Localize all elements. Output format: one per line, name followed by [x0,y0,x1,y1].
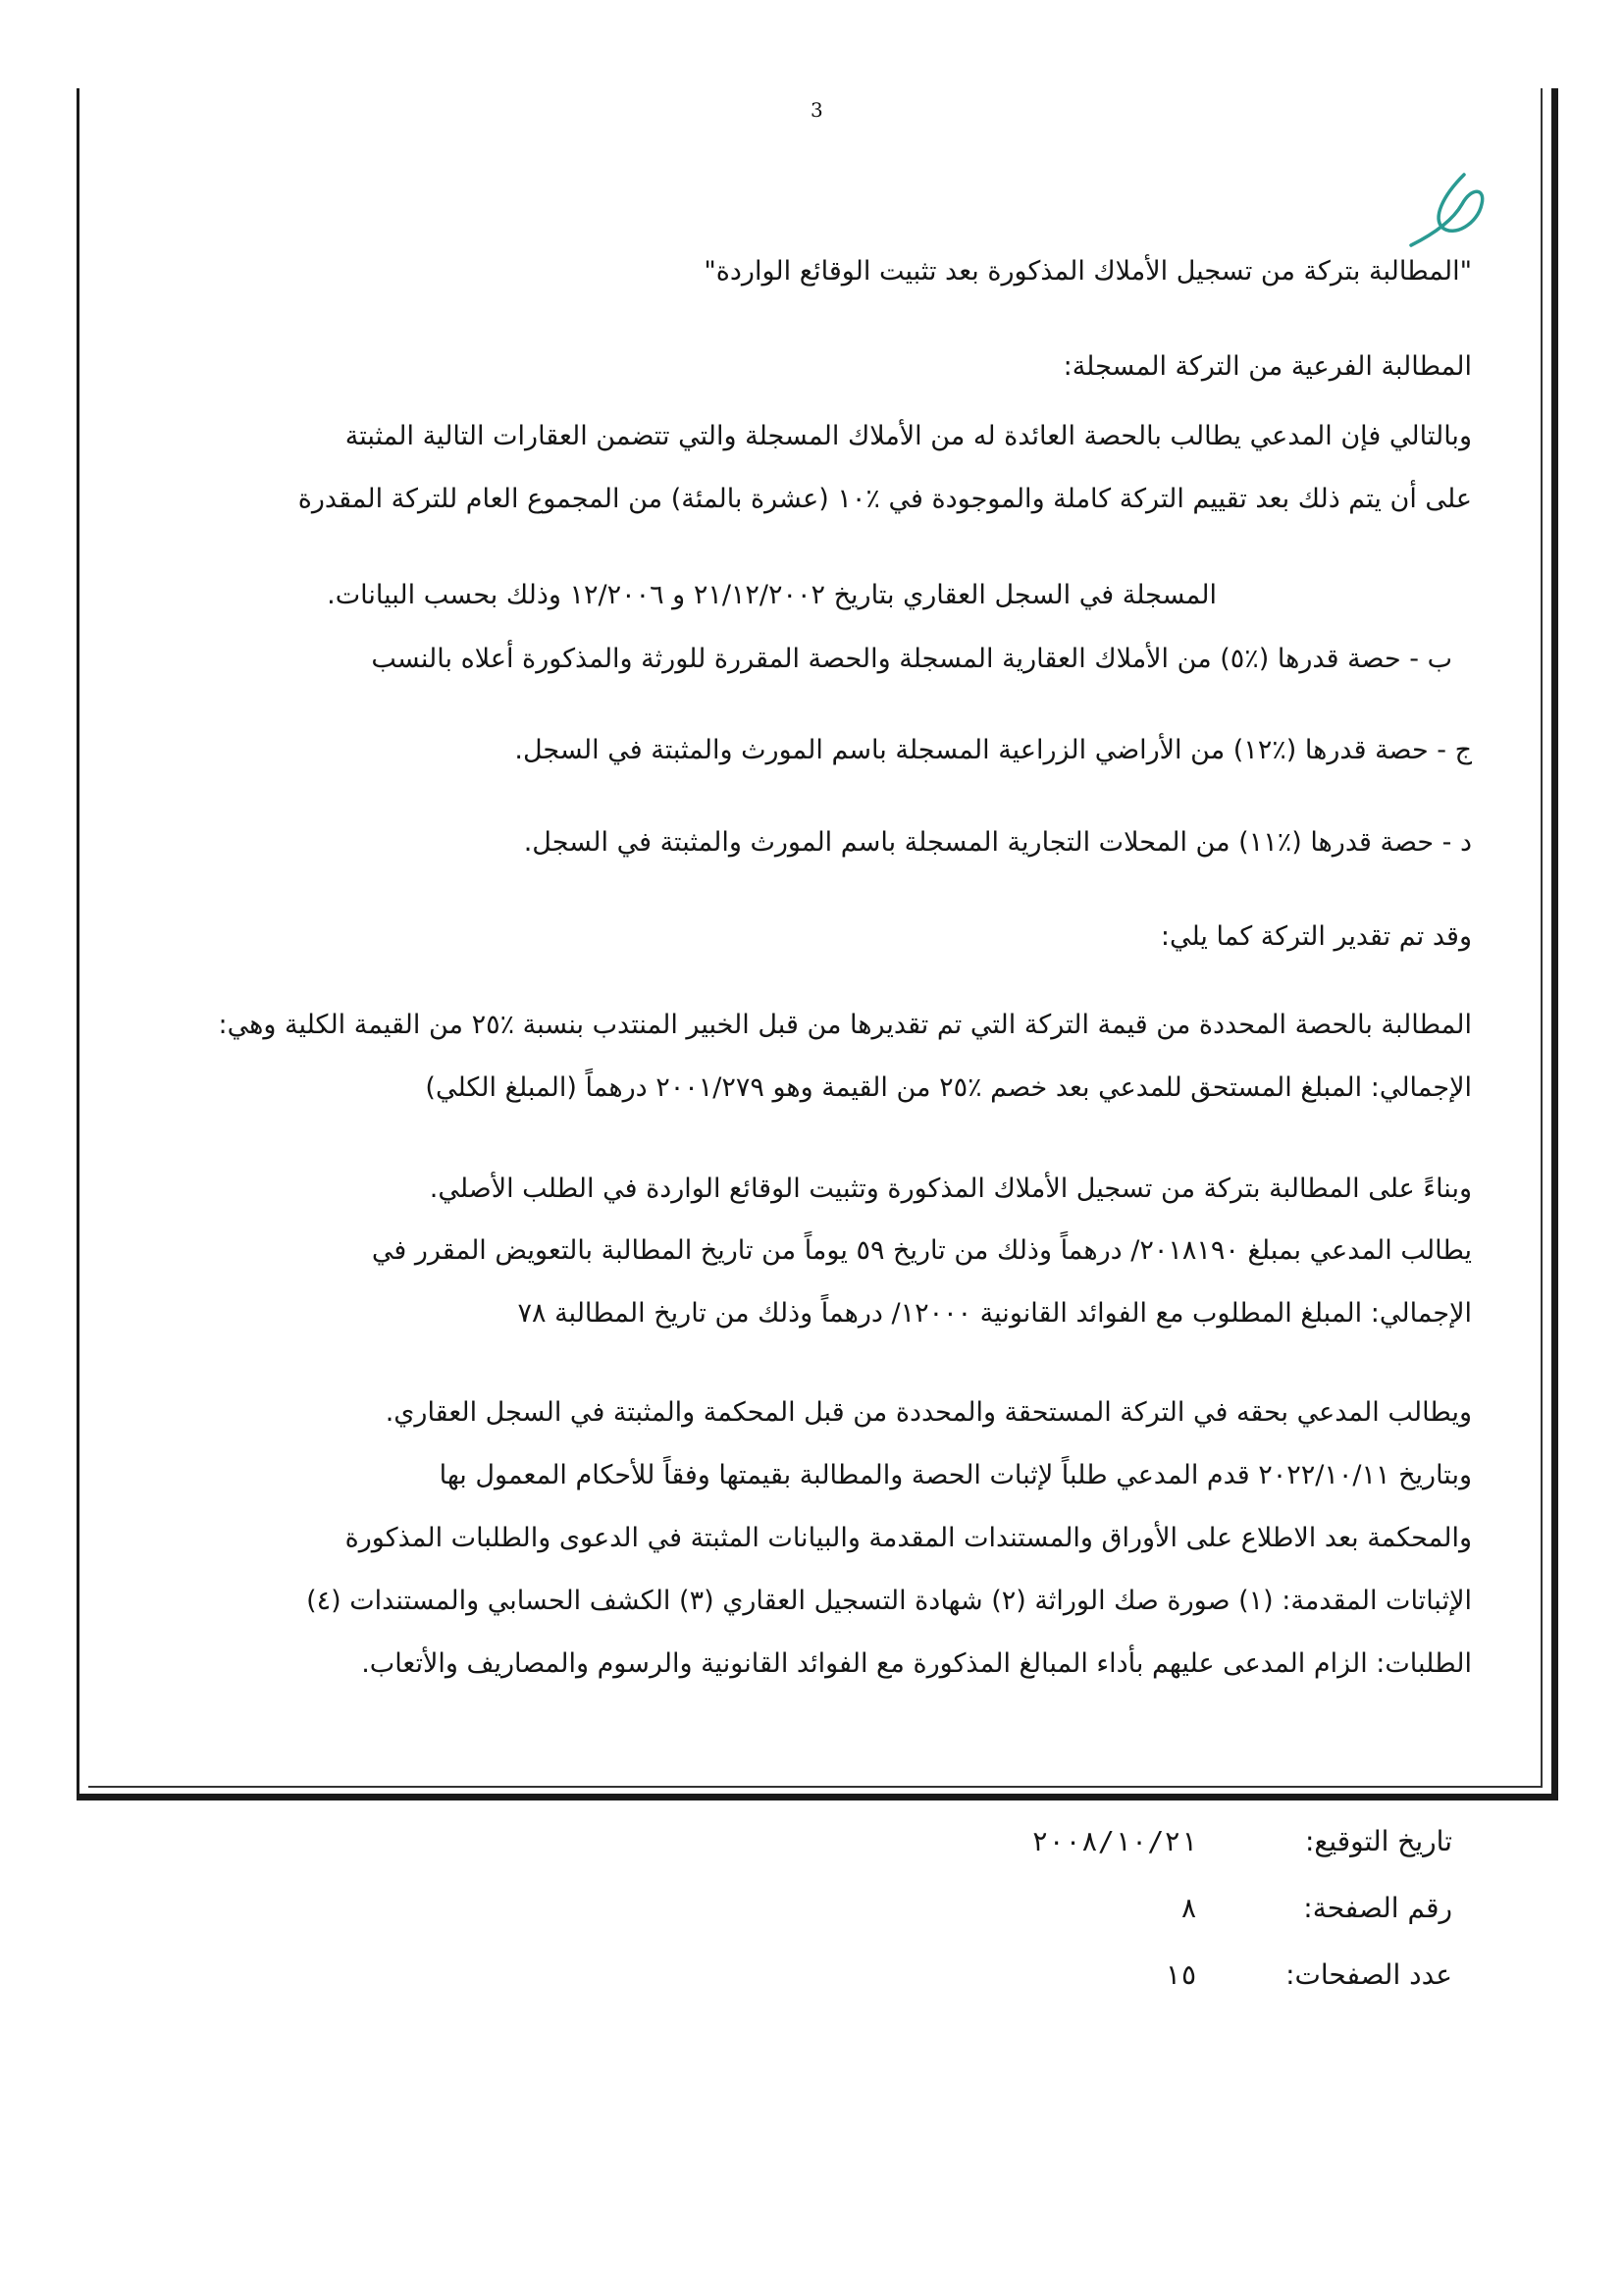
body-line: ﺍﻹﺟﻤﺎﻟﻲ: ﺍﻟﻤﺒﻠﻎ ﺍﻟﻤﻄﻠﻮﺏ ﻣﻊ ﺍﻟﻔﻮﺍﺋﺪ ﺍﻟﻘﺎﻧﻮﻧﻴﺔ ١٢٠٠٠/ ﺩﺭﻫﻤﺎً ﻭﺫﻟﻚ ﻣﻦ ﺗﺎﺭﻳﺦ ﺍﻟﻤﻄﺎﻟﺒﺔ ٧٨ [517,1298,1472,1329]
document-body [157,250,1472,1722]
list-item: ﺝ - ﺣﺼﺔ ﻗﺪﺭﻫﺎ (٪١٢) ﻣﻦ ﺍﻷﺭﺍﺿﻲ ﺍﻟﺰﺭﺍﻋﻴﺔ ﺍﻟﻤﺴﺠﻠﺔ ﺑﺎﺳﻢ ﺍﻟﻤﻮﺭﺙ ﻭﺍﻟﻤﺜﺒﺘﺔ ﻓﻲ ﺍﻟﺴﺠﻞ. [514,735,1472,765]
body-line: ﺍﻟﻤﻄﺎﻟﺒﺔ ﺑﺎﻟﺤﺼﺔ ﺍﻟﻤﺤﺪﺩﺓ ﻣﻦ ﻗﻴﻤﺔ ﺍﻟﺘﺮﻛﺔ ﺍﻟﺘﻲ ﺗﻢ ﺗﻘﺪﻳﺮﻫﺎ ﻣﻦ ﻗﺒﻞ ﺍﻟﺨﺒﻴﺮ ﺍﻟﻤﻨﺘﺪﺏ ﺑﻨﺴﺒﺔ ٪٢٥ ﻣﻦ ﺍﻟﻘﻴﻤﺔ ﺍﻟﻜﻠﻴﺔ ﻭﻫﻲ: [218,1010,1472,1040]
section-heading: ﻭﻗﺪ ﺗﻢ ﺗﻘﺪﻳﺮ ﺍﻟﺘﺮﻛﺔ ﻛﻤﺎ ﻳﻠﻲ: [1160,921,1472,952]
footer-page-row [1060,1892,1452,1951]
body-line: ﻭﺑﺘﺎﺭﻳﺦ ٢٠٢٢/١٠/١١ ﻗﺪﻡ ﺍﻟﻤﺪﻋﻲ ﻃﻠﺒﺎً ﻹﺛﺒﺎﺕ ﺍﻟﺤﺼﺔ ﻭﺍﻟﻤﻄﺎﻟﺒﺔ ﺑﻘﻴﻤﺘﻬﺎ ﻭﻓﻘﺎً ﻟﻸﺣﻜﺎﻡ ﺍﻟﻤﻌﻤﻮﻝ ﺑﻬﺎ [439,1460,1472,1490]
body-line: ﺍﻹﺛﺒﺎﺗﺎﺕ ﺍﻟﻤﻘﺪﻣﺔ: (١) ﺻﻮﺭﺓ ﺻﻚ ﺍﻟﻮﺭﺍﺛﺔ (٢) ﺷﻬﺎﺩﺓ ﺍﻟﺘﺴﺠﻴﻞ ﺍﻟﻌﻘﺎﺭﻱ (٣) ﺍﻟﻜﺸﻒ ﺍﻟﺤﺴﺎﺑﻲ ﻭﺍﻟﻤﺴﺘﻨﺪﺍﺕ (٤) [306,1586,1472,1616]
body-line: ﻋﻠﻰ ﺃﻥ ﻳﺘﻢ ﺫﻟﻚ ﺑﻌﺪ ﺗﻘﻴﻴﻢ ﺍﻟﺘﺮﻛﺔ ﻛﺎﻣﻠﺔ ﻭﺍﻟﻤﻮﺟﻮﺩﺓ ﻓﻲ ٪١٠ (ﻋﺸﺮﺓ ﺑﺎﻟﻤﺌﺔ) ﻣﻦ ﺍﻟﻤﺠﻤﻮﻉ ﺍﻟﻌﺎﻡ ﻟﻠﺘﺮﻛﺔ ﺍﻟﻤﻘﺪﺭﺓ [297,484,1472,514]
body-line: ﻭﺑﺎﻟﺘﺎﻟﻲ ﻓﺈﻥ ﺍﻟﻤﺪﻋﻲ ﻳﻄﺎﻟﺐ ﺑﺎﻟﺤﺼﺔ ﺍﻟﻌﺎﺋﺪﺓ ﻟﻪ ﻣﻦ ﺍﻷﻣﻼﻙ ﺍﻟﻤﺴﺠﻠﺔ ﻭﺍﻟﺘﻲ ﺗﺘﻀﻤﻦ ﺍﻟﻌﻘﺎﺭﺍﺕ ﺍﻟﺘﺎﻟﻴﺔ ﺍﻟﻤﺜﺒﺘﺔ [344,421,1472,451]
page-number: 3 [811,98,823,122]
body-line: "ﺍﻟﻤﻄﺎﻟﺒﺔ ﺑﺘﺮﻛﺔ ﻣﻦ ﺗﺴﺠﻴﻞ ﺍﻷﻣﻼﻙ ﺍﻟﻤﺬﻛﻮﺭﺓ ﺑﻌﺪ ﺗﺜﺒﻴﺖ ﺍﻟﻮﻗﺎﺋﻊ ﺍﻟﻮﺍﺭﺩﺓ" [704,256,1472,287]
body-line: ﻭﻳﻄﺎﻟﺐ ﺍﻟﻤﺪﻋﻲ ﺑﺤﻘﻪ ﻓﻲ ﺍﻟﺘﺮﻛﺔ ﺍﻟﻤﺴﺘﺤﻘﺔ ﻭﺍﻟﻤﺤﺪﺩﺓ ﻣﻦ ﻗﺒﻞ ﺍﻟﻤﺤﻜﻤﺔ ﻭﺍﻟﻤﺜﺒﺘﺔ ﻓﻲ ﺍﻟﺴﺠﻞ ﺍﻟﻌﻘﺎﺭﻱ. [385,1397,1472,1428]
section-heading: ﺍﻟﻤﻄﺎﻟﺒﺔ ﺍﻟﻔﺮﻋﻴﺔ ﻣﻦ ﺍﻟﺘﺮﻛﺔ ﺍﻟﻤﺴﺠﻠﺔ: [1063,351,1472,382]
body-line: ﺍﻟﻤﺴﺠﻠﺔ ﻓﻲ ﺍﻟﺴﺠﻞ ﺍﻟﻌﻘﺎﺭﻱ ﺑﺘﺎﺭﻳﺦ ٢١/١٢/٢٠٠٢ ﻭ ١٢/٢٠٠٦ ﻭﺫﻟﻚ ﺑﺤﺴﺐ ﺍﻟﺒﻴﺎﻧﺎﺕ. [327,580,1217,610]
body-line: ﺍﻹﺟﻤﺎﻟﻲ: ﺍﻟﻤﺒﻠﻎ ﺍﻟﻤﺴﺘﺤﻖ ﻟﻠﻤﺪﻋﻲ ﺑﻌﺪ ﺧﺼﻢ ٪٢٥ ﻣﻦ ﺍﻟﻘﻴﻤﺔ ﻭﻫﻮ ٢٠٠١/٢٧٩ ﺩﺭﻫﻤﺎً (ﺍﻟﻤﺒﻠﻎ ﺍﻟﻜﻠﻲ) [425,1072,1472,1103]
footer-total-label: ﻋﺪﺩ ﺍﻟﺼﻔﺤﺎﺕ: [1285,1958,1452,1991]
footer-date-value: ٢٠٠٨/١٠/٢١ [1031,1825,1197,1857]
list-item: ﺩ - ﺣﺼﺔ ﻗﺪﺭﻫﺎ (٪١١) ﻣﻦ ﺍﻟﻤﺤﻼﺕ ﺍﻟﺘﺠﺎﺭﻳﺔ ﺍﻟﻤﺴﺠﻠﺔ ﺑﺎﺳﻢ ﺍﻟﻤﻮﺭﺙ ﻭﺍﻟﻤﺜﺒﺘﺔ ﻓﻲ ﺍﻟﺴﺠﻞ. [523,827,1472,858]
footer-total-row [1060,1958,1452,2017]
footer-page-label: ﺭﻗﻢ ﺍﻟﺼﻔﺤﺔ: [1303,1892,1452,1924]
body-line: ﻭﺍﻟﻤﺤﻜﻤﺔ ﺑﻌﺪ ﺍﻻﻃﻼﻉ ﻋﻠﻰ ﺍﻷﻭﺭﺍﻕ ﻭﺍﻟﻤﺴﺘﻨﺪﺍﺕ ﺍﻟﻤﻘﺪﻣﺔ ﻭﺍﻟﺒﻴﺎﻧﺎﺕ ﺍﻟﻤﺜﺒﺘﺔ ﻓﻲ ﺍﻟﺪﻋﻮﻯ ﻭﺍﻟﻄﻠﺒﺎﺕ ﺍﻟﻤﺬﻛﻮﺭﺓ [344,1523,1472,1553]
footer-page-value: ٨ [1180,1892,1197,1924]
footer-date-row [1031,1825,1452,1884]
handwritten-signature [1403,167,1501,255]
footer-total-value: ١٥ [1164,1958,1197,1991]
body-line: ﻳﻄﺎﻟﺐ ﺍﻟﻤﺪﻋﻲ ﺑﻤﺒﻠﻎ ٢٠١٨١٩٠/ ﺩﺭﻫﻤﺎً ﻭﺫﻟﻚ ﻣﻦ ﺗﺎﺭﻳﺦ ٥٩ ﻳﻮﻣﺎً ﻣﻦ ﺗﺎﺭﻳﺦ ﺍﻟﻤﻄﺎﻟﺒﺔ ﺑﺎﻟﺘﻌﻮﻳﺾ ﺍﻟﻤﻘﺮﺭ ﻓﻲ [371,1235,1472,1266]
body-line: ﻭﺑﻨﺎﺀً ﻋﻠﻰ ﺍﻟﻤﻄﺎﻟﺒﺔ ﺑﺘﺮﻛﺔ ﻣﻦ ﺗﺴﺠﻴﻞ ﺍﻷﻣﻼﻙ ﺍﻟﻤﺬﻛﻮﺭﺓ ﻭﺗﺜﺒﻴﺖ ﺍﻟﻮﻗﺎﺋﻊ ﺍﻟﻮﺍﺭﺩﺓ ﻓﻲ ﺍﻟﻄﻠﺐ ﺍﻷﺻﻠﻲ. [429,1174,1472,1204]
body-line: ﺍﻟﻄﻠﺒﺎﺕ: ﺍﻟﺰﺍﻡ ﺍﻟﻤﺪﻋﻰ ﻋﻠﻴﻬﻢ ﺑﺄﺩﺍﺀ ﺍﻟﻤﺒﺎﻟﻎ ﺍﻟﻤﺬﻛﻮﺭﺓ ﻣﻊ ﺍﻟﻔﻮﺍﺋﺪ ﺍﻟﻘﺎﻧﻮﻧﻴﺔ ﻭﺍﻟﺮﺳﻮﻡ ﻭﺍﻟﻤﺼﺎﺭﻳﻒ ﻭﺍﻷﺗﻌﺎﺏ. [361,1648,1472,1679]
footer-date-label: ﺗﺎﺭﻳﺦ ﺍﻟﺘﻮﻗﻴﻊ: [1304,1825,1452,1857]
list-item: ﺏ - ﺣﺼﺔ ﻗﺪﺭﻫﺎ (٪٥) ﻣﻦ ﺍﻷﻣﻼﻙ ﺍﻟﻌﻘﺎﺭﻳﺔ ﺍﻟﻤﺴﺠﻠﺔ ﻭﺍﻟﺤﺼﺔ ﺍﻟﻤﻘﺮﺭﺓ ﻟﻠﻮﺭﺛﺔ ﻭﺍﻟﻤﺬﻛﻮﺭﺓ ﺃﻋﻼﻩ ﺑﺎﻟﻨﺴﺐ [371,644,1452,674]
